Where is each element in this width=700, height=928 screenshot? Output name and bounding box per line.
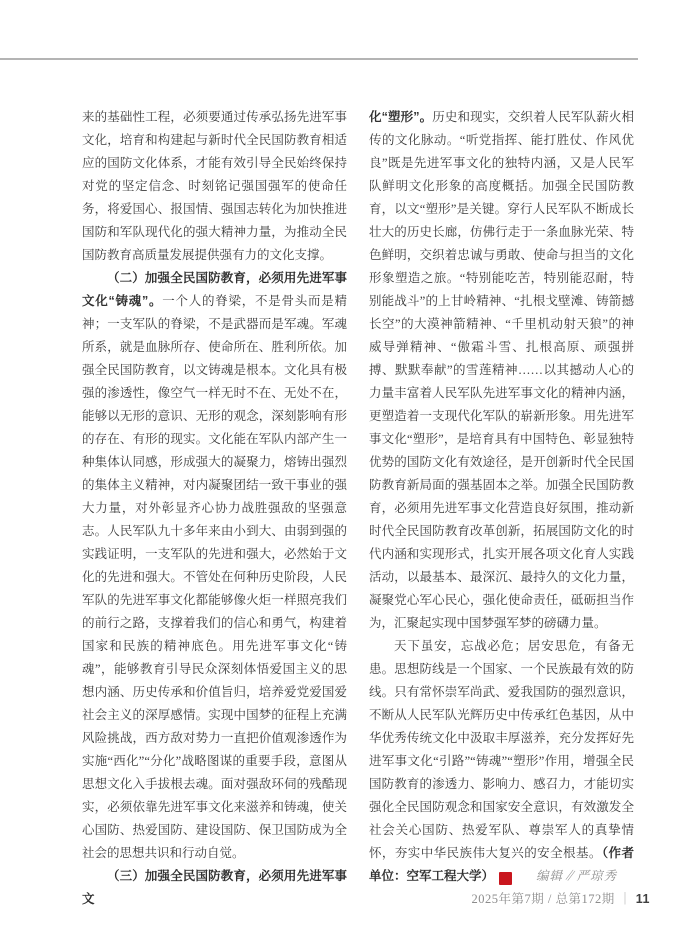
author-affiliation: （作者单位：空军工程大学）: [369, 846, 634, 883]
section-three-heading-end: 化“塑形”。: [369, 110, 433, 124]
paragraph-section-two: [82, 267, 347, 865]
paragraph-section-three-start: [82, 865, 347, 911]
issue-separator: ｜: [618, 892, 632, 906]
closing-body: 天下虽安，忘战必危；居安思危，有备无患。思想防线是一个国家、一个民族最有效的防线。只有常怀崇军尚武、爱我国防的强烈意识，不断从人民军队光辉历史中传承红色基因，从中华优秀传统文化中汲取丰厚滋养，充分发挥好先进军事文化“引路”“铸魂”“塑形”作用，增强全民国防教育的渗透力、影响力、感召力，才能切实强化全民国防观念和国家安全意识，有效激发全社会关心国防、热爱军队、尊崇军人的真挚情怀，夯实中华民族伟大复兴的安全根基。: [369, 639, 634, 860]
paragraph-closing: [369, 635, 634, 888]
article-end-mark-icon: G: [499, 872, 512, 885]
left-column: [82, 106, 347, 911]
page-number: 11: [635, 892, 650, 906]
section-three-heading-start: （三）加强全民国防教育，必须用先进军事文: [82, 869, 347, 906]
section-two-body: 一个人的脊梁，不是骨头而是精神；一支军队的脊梁，不是武器而是军魂。军魂所系，就是血脉所存、使命所在、胜利所依。加强全民国防教育，以文铸魂是根本。文化具有极强的渗透性，像空气一样无时不在、无处不在，能够以无形的意识、无形的观念，深刻影响有形的存在、有形的现实。文化能在军队内部产生一种集体认同感，形成强大的凝聚力，熔铸出强烈的集体主义精神，对内凝聚团结一致干事业的强大力量，对外彰显齐心协力战胜强敌的坚强意志。人民军队九十多年来由小到大、由弱到强的实践证明，一支军队的先进和强大，必然始于文化的先进和强大。不管处在何种历史阶段，人民军队的先进军事文化都能够像火炬一样照亮我们的前行之路，支撑着我们的信心和勇气，构建着国家和民族的精神底色。用先进军事文化“铸魂”，能够教育引导民众深刻体悟爱国主义的思想内涵、历史传承和价值旨归，培养爱党爱国爱社会主义的深厚感情。实现中国梦的征程上充满风险挑战，西方敌对势力一直把价值观渗透作为实施“西化”“分化”战略图谋的重要手段，意图从思想文化入手拔根去魂。面对强敌环伺的残酷现实，必须依靠先进军事文化来滋养和铸魂，使关心国防、热爱国防、建设国防、保卫国防成为全社会的思想共识和行动自觉。: [82, 294, 347, 860]
paragraph-section-three: [369, 106, 634, 635]
editor-credit: 编辑∥严琼秀: [535, 869, 617, 883]
section-two-heading: （二）加强全民国防教育，必须用先进军事文化“铸魂”。: [82, 271, 347, 308]
issue-line: [472, 889, 650, 907]
issue-info: 2025年第7期 / 总第172期: [471, 892, 615, 906]
right-column: [369, 106, 634, 911]
section-three-body: 历史和现实，交织着人民军队薪火相传的文化脉动。“听党指挥、能打胜仗、作风优良”既是先进军事文化的独特内涵，又是人民军队鲜明文化形象的高度概括。加强全民国防教育，以文“塑形”是关键。穿行人民军队不断成长壮大的历史长廊，仿佛行走于一条血脉光荣、特色鲜明，交织着忠诚与勇敢、使命与担当的文化形象塑造之旅。“特别能吃苦，特别能忍耐，特别能战斗”的上甘岭精神、“扎根戈壁滩、铸箭撼长空”的大漠神箭精神、“千里机动射天狼”的神威导弹精神、“傲霜斗雪、扎根高原、顽强拼搏、默默奉献”的雪莲精神……以其撼动人心的力量丰富着人民军队先进军事文化的精神内涵，更塑造着一支现代化军队的崭新形象。用先进军事文化“塑形”，是培育具有中国特色、彰显独特优势的国防文化有效途径，是开创新时代全民国防教育新局面的强基固本之举。加强全民国防教育，必须用先进军事文化营造良好氛围，推动新时代全民国防教育改革创新，拓展国防文化的时代内涵和实现形式，扎实开展各项文化育人实践活动，以最基本、最深沉、最持久的文化力量，凝聚党心军心民心，强化使命责任，砥砺担当作为，汇聚起实现中国梦强军梦的磅礴力量。: [369, 110, 634, 630]
header-rule: [0, 58, 638, 60]
article-body: [82, 106, 634, 911]
paragraph-continuation: 来的基础性工程，必须要通过传承弘扬先进军事文化，培育和构建起与新时代全民国防教育相适应的国防文化体系，才能有效引导全民始终保持对党的坚定信念、时刻铭记强国强军的使命任务，将爱国心、报国情、强国志转化为加快推进国防和军队现代化的强大精神力量，为推动全民国防教育高质量发展提供强有力的文化支撑。: [82, 110, 347, 262]
